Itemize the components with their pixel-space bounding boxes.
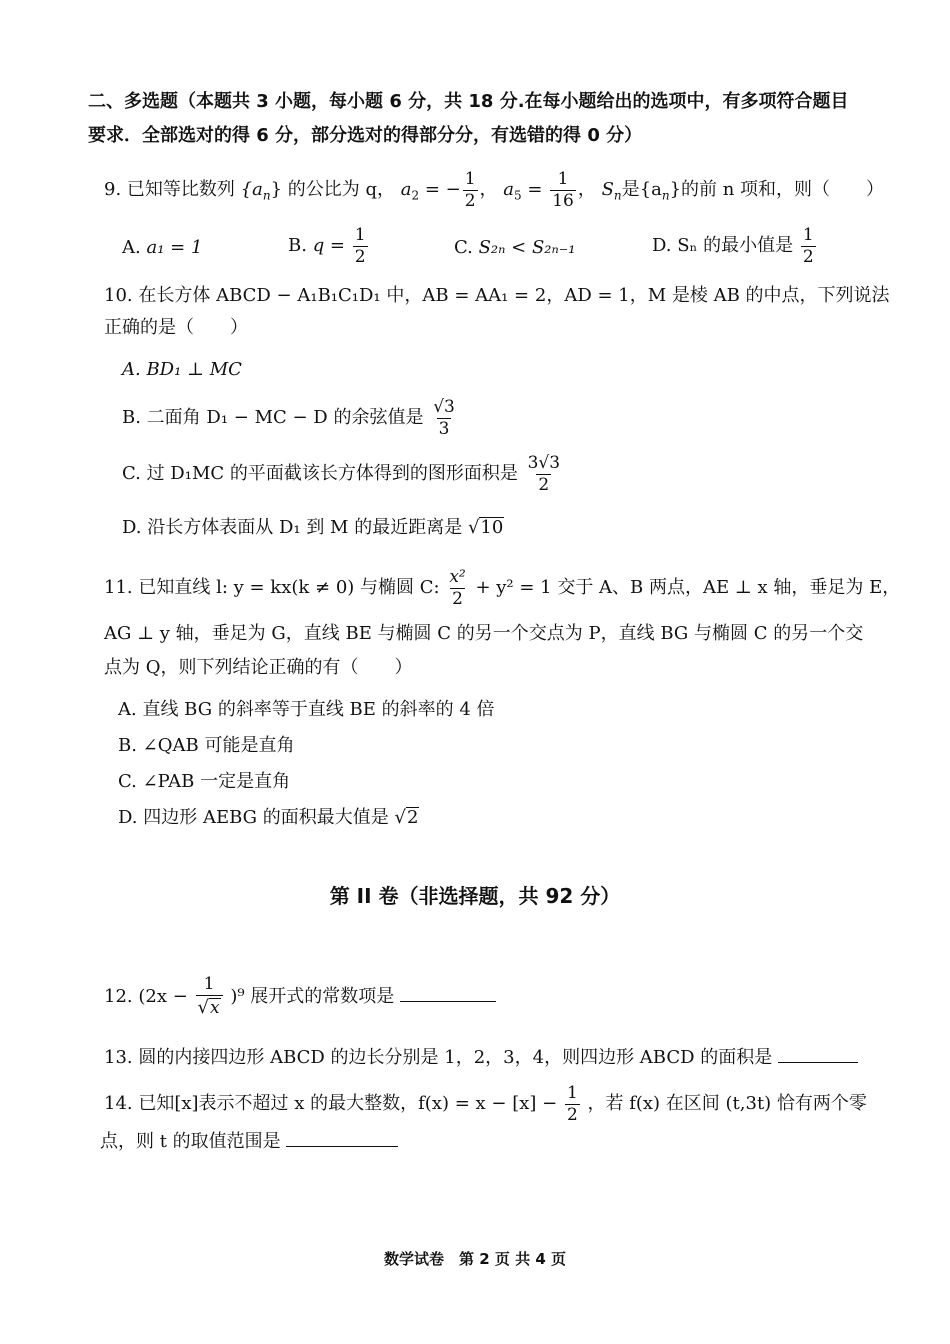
section-header-line1: 二、多选题（本题共 3 小题，每小题 6 分，共 18 分.在每小题给出的选项中，有多项符合题目	[88, 91, 849, 112]
q14-line2: 点，则 t 的取值范围是	[100, 1128, 398, 1154]
q10-line2: 正确的是（ ）	[104, 317, 248, 338]
q9-frac-sixteenth: $\frac{1}{16}$	[552, 168, 574, 211]
q10-option-c: C. 过 D₁MC 的平面截该长方体得到的图形面积是 $\frac{3√3}{2}$	[122, 452, 561, 495]
q9-option-c: C. S₂ₙ < S₂ₙ₋₁	[454, 237, 576, 258]
q13-line: 13. 圆的内接四边形 ABCD 的边长分别是 1，2，3，4，则四边形 ABCD 的面积是	[104, 1044, 858, 1070]
q11-option-c: C. ∠PAB 一定是直角	[118, 771, 291, 792]
q14-answer-blank[interactable]	[286, 1128, 398, 1147]
q9-option-b: B. q = $\frac{1}{2}$	[288, 224, 366, 267]
q13-answer-blank[interactable]	[778, 1044, 858, 1063]
q11-option-b: B. ∠QAB 可能是直角	[118, 735, 295, 756]
q11-line3: 点为 Q，则下列结论正确的有（ ）	[104, 657, 413, 678]
q9-option-a: A. a₁ = 1	[122, 237, 203, 258]
q11-option-d: D. 四边形 AEBG 的面积最大值是 √2	[118, 807, 419, 828]
q12-line: 12. (2x − $\frac{1}{√x}$ )⁹ 展开式的常数项是	[104, 970, 496, 1024]
q9-stem: 9. 已知等比数列 $\{a_n\}$ 的公比为 q， $a_2$ = − $\frac{1}{2}$ ， $a_5$ = $\frac{1}{16}$ ， $S_n$是$\{a_n\}$的前 n 项和，则（ ）	[104, 168, 885, 211]
section-header-line2: 要求．全部选对的得 6 分，部分选对的得部分分，有选错的得 0 分）	[88, 125, 643, 146]
q14-line1: 14. 已知[x]表示不超过 x 的最大整数，f(x) = x − [x] − $\frac{1}{2}$ ，若 f(x) 在区间 (t,3t) 恰有两个零	[104, 1082, 867, 1125]
q9-frac-half: $\frac{1}{2}$	[464, 168, 476, 211]
q11-line1: 11. 已知直线 l: y = kx(k ≠ 0) 与椭圆 C: $\frac{\text{x²}}{2}$ + y² = 1 交于 A、B 两点，AE ⊥ x 轴，垂足为 E，	[104, 566, 901, 609]
page-footer: 数学试卷 第 2 页 共 4 页	[384, 1250, 566, 1268]
q11-option-a: A. 直线 BG 的斜率等于直线 BE 的斜率的 4 倍	[118, 699, 495, 720]
q10-option-a: A. BD₁ ⊥ MC	[122, 359, 242, 380]
q10-option-d: D. 沿长方体表面从 D₁ 到 M 的最近距离是 √10	[122, 517, 504, 538]
q12-answer-blank[interactable]	[400, 983, 496, 1002]
q10-option-b: B. 二面角 D₁ − MC − D 的余弦值是 $\frac{√3}{3}$	[122, 396, 455, 439]
part2-title: 第 II 卷（非选择题，共 92 分）	[329, 884, 621, 908]
q10-line1: 10. 在长方体 ABCD − A₁B₁C₁D₁ 中，AB = AA₁ = 2，AD = 1，M 是棱 AB 的中点，下列说法	[104, 285, 890, 306]
q11-line2: AG ⊥ y 轴，垂足为 G，直线 BE 与椭圆 C 的另一个交点为 P，直线 BG 与椭圆 C 的另一个交	[104, 623, 864, 644]
q9-option-d: D. Sₙ 的最小值是 $\frac{1}{2}$	[652, 224, 814, 267]
